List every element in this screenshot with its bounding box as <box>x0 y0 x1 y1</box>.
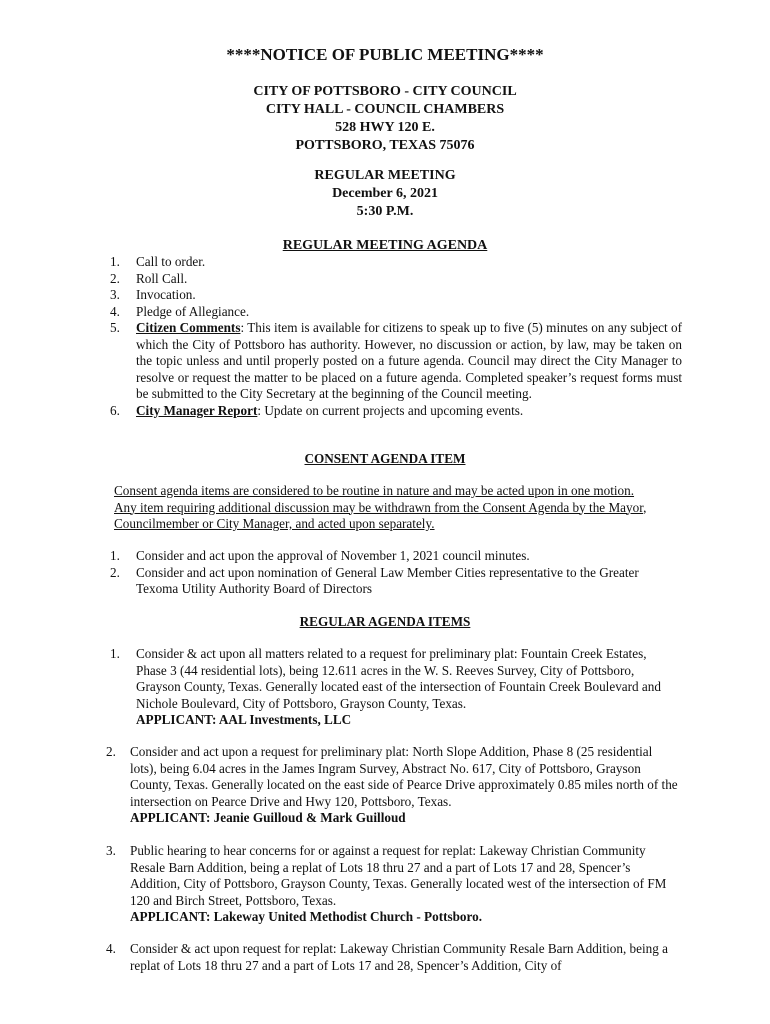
regular-meeting-agenda-list <box>110 254 682 419</box>
item-number: 2. <box>106 744 116 759</box>
consent-agenda-list <box>110 548 670 598</box>
item-number: 1. <box>110 254 120 269</box>
item-number: 4. <box>106 941 116 956</box>
item-number: 4. <box>110 303 120 319</box>
item-number: 3. <box>110 287 120 302</box>
item-text: Public hearing to hear concerns for or against a request for replat: Lakeway Christian Community Resale Barn Addition, being a replat of Lots 18 thru 27 and a part of Lots 17 and 28, Spencer’s Addition, City of Pottsboro, Grayson County, Texas. Generally located west of the intersection of FM 120 and Birch Street, Pottsboro, Texas. <box>130 843 667 908</box>
list-item <box>110 304 682 321</box>
agenda-item <box>110 646 680 729</box>
applicant: APPLICANT: AAL Investments, LLC <box>136 712 352 727</box>
city-hall-line: CITY HALL - COUNCIL CHAMBERS <box>265 102 505 117</box>
meeting-type: REGULAR MEETING <box>314 168 456 183</box>
item-text: Consider & act upon all matters related to a request for preliminary plat: Fountain Creek Estates, Phase 3 (44 residential lots), being 12.611 acres in the W. S. Reeves Survey, City of Pottsboro, Grayson County, Texas. Generally located east of the intersection of Fountain Creek Boulevard and Nichole Boulevard, City of Pottsboro, Grayson County, Texas. <box>136 646 661 711</box>
list-item <box>110 320 682 403</box>
item-text: Consider and act upon nomination of General Law Member Cities representative to the Greater Texoma Utility Authority Board of Directors <box>136 564 639 596</box>
item-body <box>130 941 682 974</box>
item-text <box>136 403 682 420</box>
citizen-comments-label: Citizen Comments <box>136 320 241 335</box>
meeting-time: 5:30 P.M. <box>356 204 414 219</box>
regular-agenda-items-heading: REGULAR AGENDA ITEMS <box>299 614 471 629</box>
agenda-item <box>106 941 682 974</box>
item-text <box>136 320 682 403</box>
consent-agenda-intro: Consent agenda items are considered to be routine in nature and may be acted upon in one motion. Any item requiring additional discussion may be withdrawn from the Consent Agenda by the Mayor, Councilmember or City Manager, and acted upon separately. <box>114 483 647 531</box>
item-number: 5. <box>110 320 120 335</box>
agenda-item <box>106 843 682 926</box>
city-manager-report-label: City Manager Report <box>136 402 258 418</box>
item-text: Consider and act upon the approval of November 1, 2021 council minutes. <box>136 548 530 563</box>
item-number: 2. <box>110 564 120 580</box>
item-text: Roll Call. <box>136 270 188 286</box>
list-item <box>110 287 682 304</box>
item-body <box>130 843 682 926</box>
city-council-line: CITY OF POTTSBORO - CITY COUNCIL <box>253 84 517 99</box>
item-number: 1. <box>110 646 120 661</box>
notice-title: ****NOTICE OF PUBLIC MEETING**** <box>226 45 544 64</box>
item-text: Pledge of Allegiance. <box>136 303 250 319</box>
item-number: 1. <box>110 548 120 563</box>
list-item <box>110 548 670 565</box>
list-item <box>110 254 682 271</box>
applicant: APPLICANT: Jeanie Guilloud & Mark Guilloud <box>130 810 406 825</box>
consent-agenda-heading: CONSENT AGENDA ITEM <box>304 451 466 466</box>
applicant: APPLICANT: Lakeway United Methodist Church - Pottsboro. <box>130 909 483 924</box>
item-number: 6. <box>110 402 120 418</box>
address-line: 528 HWY 120 E. <box>335 120 435 135</box>
item-body <box>130 744 682 827</box>
item-number: 3. <box>106 843 116 858</box>
citizen-comments-text: : This item is available for citizens to speak up to five (5) minutes on any subject of which the City of Pottsboro has authority. However, no discussion or action, by law, may be taken on the topic unless and until properly posted on a future agenda. Council may direct the City Manager to resolve or request the matter to be placed on a future agenda. Completed speaker’s request forms must be submitted to the City Secretary at the beginning of the Council meeting. <box>136 320 682 401</box>
item-text: Consider and act upon a request for preliminary plat: North Slope Addition, Phase 8 (25 residential lots), being 6.04 acres in the James Ingram Survey, Abstract No. 617, City of Pottsboro, Grayson County, Texas. Generally located on the east side of Pearce Drive approximately 0.85 miles north of the intersection on Pearce Drive and Hwy 120, Pottsboro, Texas. <box>130 744 678 809</box>
item-text: Invocation. <box>136 287 196 302</box>
agenda-item <box>106 744 682 827</box>
regular-meeting-agenda-heading: REGULAR MEETING AGENDA <box>282 238 488 253</box>
city-manager-report-text: : Update on current projects and upcoming events. <box>257 402 524 418</box>
meeting-date: December 6, 2021 <box>332 186 438 201</box>
city-state-line: POTTSBORO, TEXAS 75076 <box>295 138 475 153</box>
list-item <box>110 403 682 420</box>
item-body <box>136 646 680 729</box>
item-text: Consider & act upon request for replat: Lakeway Christian Community Resale Barn Addition, being a replat of Lots 18 thru 27 and a part of Lots 17 and 28, Spencer’s Addition, City of <box>130 941 669 973</box>
list-item <box>110 271 682 288</box>
item-number: 2. <box>110 270 120 286</box>
list-item <box>110 565 670 598</box>
item-text: Call to order. <box>136 254 206 269</box>
